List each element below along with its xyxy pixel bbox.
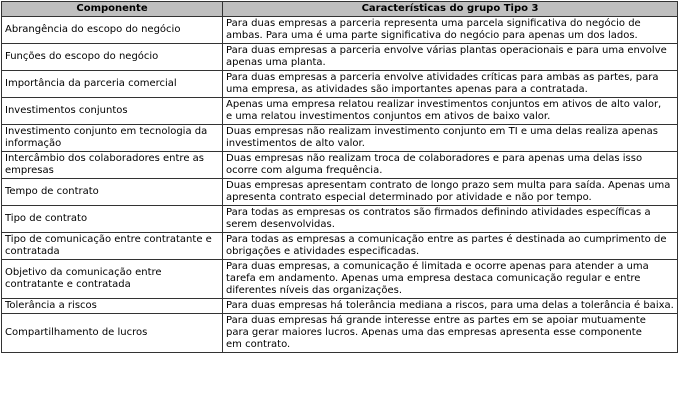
table-row (2, 179, 678, 206)
row-component: Tolerância a riscos (2, 299, 223, 314)
table-row (2, 206, 678, 233)
row-description: Duas empresas não realizam investimento conjunto em TI e uma delas realiza apenas investimentos de alto valor. (223, 125, 678, 152)
characteristics-table-container (1, 1, 677, 353)
row-component: Tipo de comunicação entre contratante e contratada (2, 233, 223, 260)
row-description: Para duas empresas a parceria envolve várias plantas operacionais e para uma envolve apenas uma planta. (223, 44, 678, 71)
row-component: Tipo de contrato (2, 206, 223, 233)
row-description: Para duas empresas, a comunicação é limitada e ocorre apenas para atender a uma tarefa em andamento. Apenas uma empresa destaca comunicação regular e entre diferentes níveis das organizações. (223, 260, 678, 299)
table-row (2, 125, 678, 152)
table-row (2, 71, 678, 98)
row-component: Abrangência do escopo do negócio (2, 17, 223, 44)
row-description: Para duas empresas a parceria envolve atividades críticas para ambas as partes, para uma empresa, as atividades são importantes apenas para a contratada. (223, 71, 678, 98)
row-description: Apenas uma empresa relatou realizar investimentos conjuntos em ativos de alto valor, e uma relatou investimentos conjuntos em ativos de baixo valor. (223, 98, 678, 125)
row-description: Para duas empresas há tolerância mediana a riscos, para uma delas a tolerância é baixa. (223, 299, 678, 314)
table-row (2, 260, 678, 299)
table-row (2, 98, 678, 125)
row-component: Objetivo da comunicação entre contratante e contratada (2, 260, 223, 299)
header-componente: Componente (2, 2, 223, 17)
row-component: Investimento conjunto em tecnologia da informação (2, 125, 223, 152)
row-component: Intercâmbio dos colaboradores entre as empresas (2, 152, 223, 179)
table-row (2, 314, 678, 353)
table-row (2, 17, 678, 44)
table-header-row (2, 2, 678, 17)
row-component: Tempo de contrato (2, 179, 223, 206)
row-component: Importância da parceria comercial (2, 71, 223, 98)
row-description: Duas empresas não realizam troca de colaboradores e para apenas uma delas isso ocorre com alguma frequência. (223, 152, 678, 179)
row-component: Funções do escopo do negócio (2, 44, 223, 71)
row-description: Para todas as empresas a comunicação entre as partes é destinada ao cumprimento de obrigações e atividades especificadas. (223, 233, 678, 260)
row-description: Para duas empresas a parceria representa uma parcela significativa do negócio de ambas. Para uma é uma parte significativa do negócio para apenas um dos lados. (223, 17, 678, 44)
row-description: Para todas as empresas os contratos são firmados definindo atividades específicas a serem desenvolvidas. (223, 206, 678, 233)
table-row (2, 299, 678, 314)
characteristics-table (1, 1, 678, 353)
row-description: Para duas empresas há grande interesse entre as partes em se apoiar mutuamente para gerar maiores lucros. Apenas uma das empresas apresenta esse componente em contrato. (223, 314, 678, 353)
row-component: Compartilhamento de lucros (2, 314, 223, 353)
header-caracteristicas: Características do grupo Tipo 3 (223, 2, 678, 17)
row-component: Investimentos conjuntos (2, 98, 223, 125)
table-row (2, 44, 678, 71)
table-row (2, 152, 678, 179)
row-description: Duas empresas apresentam contrato de longo prazo sem multa para saída. Apenas uma apresenta contrato especial determinado por atividade e não por tempo. (223, 179, 678, 206)
table-row (2, 233, 678, 260)
